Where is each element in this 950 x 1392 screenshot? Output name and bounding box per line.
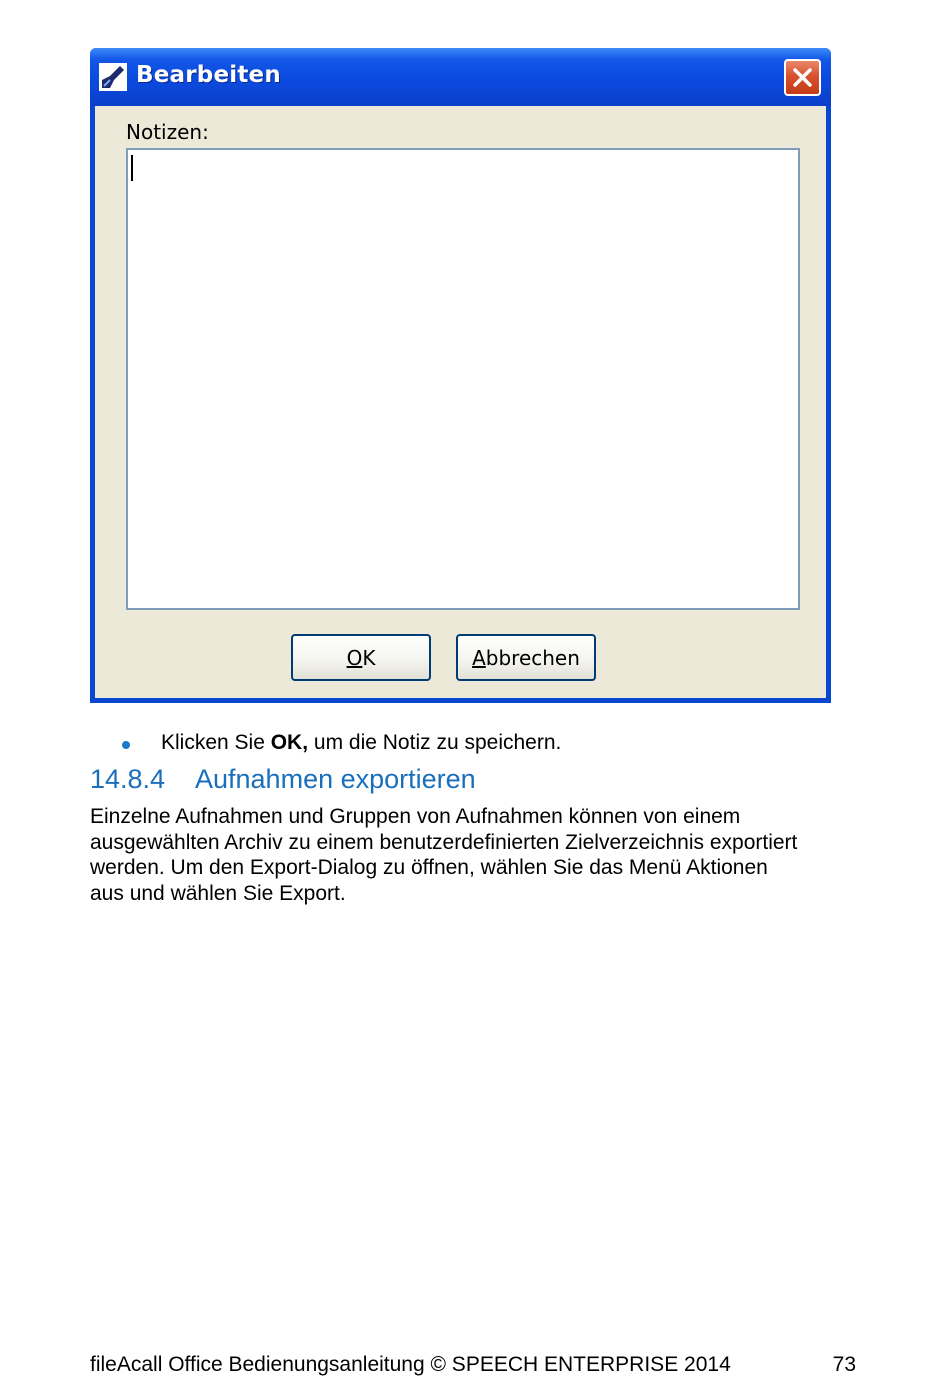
bullet-text-pre: Klicken Sie: [161, 731, 271, 754]
page-footer: [90, 1353, 856, 1377]
footer-text: fileAcall Office Bedienungsanleitung © SPEECH ENTERPRISE 2014: [90, 1353, 731, 1376]
dialog-titlebar[interactable]: [90, 48, 831, 106]
paragraph-line: ausgewählten Archiv zu einem benutzerdefinierten Zielverzeichnis exportiert: [90, 830, 798, 854]
notes-label: Notizen:: [126, 120, 209, 144]
ok-button[interactable]: [291, 634, 431, 681]
section-number: 14.8.4: [90, 764, 166, 794]
close-button[interactable]: [784, 59, 821, 96]
cancel-button[interactable]: [456, 634, 596, 681]
section-heading: [90, 764, 476, 795]
dialog-client-area: [95, 106, 826, 698]
close-icon: [791, 66, 814, 89]
cancel-mnemonic: A: [472, 645, 486, 670]
notes-textarea[interactable]: [126, 148, 800, 610]
cancel-label: bbrechen: [485, 645, 580, 670]
paragraph-line: aus und wählen Sie Export.: [90, 881, 346, 905]
paragraph-line: werden. Um den Export-Dialog zu öffnen, wählen Sie das Menü Aktionen: [90, 856, 768, 879]
text-caret: [131, 155, 133, 181]
dialog-title: Bearbeiten: [136, 62, 281, 88]
body-paragraph: [90, 804, 870, 906]
bullet-text-bold: OK,: [270, 731, 309, 754]
bullet-text: [161, 731, 561, 755]
page-number: 73: [832, 1353, 856, 1376]
ok-label: K: [362, 645, 376, 670]
bullet-text-post: um die Notiz zu speichern.: [308, 731, 562, 754]
ok-mnemonic: O: [346, 645, 363, 670]
edit-notes-dialog: [90, 48, 831, 703]
pen-icon: [98, 62, 128, 92]
section-title: Aufnahmen exportieren: [195, 764, 476, 794]
paragraph-line: Einzelne Aufnahmen und Gruppen von Aufnahmen können von einem: [90, 805, 741, 828]
bullet-icon: [122, 741, 130, 749]
